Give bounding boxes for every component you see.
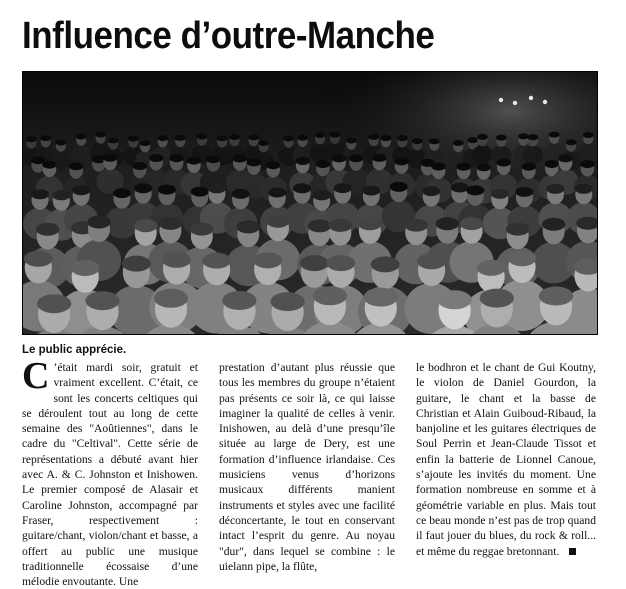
person-hair — [24, 251, 53, 267]
person-hair — [583, 132, 594, 138]
person-hair — [283, 135, 294, 141]
person-hair — [412, 138, 423, 144]
person-hair — [468, 137, 479, 143]
person-hair — [491, 189, 509, 199]
person-hair — [405, 219, 428, 232]
end-mark-icon — [569, 548, 576, 555]
photo-caption: Le public apprécie. — [22, 344, 127, 356]
person-hair — [71, 260, 100, 276]
person-hair — [358, 217, 381, 230]
person-hair — [368, 134, 379, 140]
person-hair — [545, 160, 559, 168]
person-hair — [329, 219, 352, 232]
person-hair — [451, 183, 469, 193]
person-hair — [296, 157, 310, 165]
person-hair — [436, 217, 459, 230]
person-hair — [229, 134, 240, 140]
person-hair — [158, 185, 176, 195]
person-hair — [268, 188, 286, 198]
person-hair — [128, 136, 139, 142]
stage-light — [543, 100, 547, 104]
person-hair — [313, 190, 331, 200]
person-hair — [417, 253, 446, 269]
person-hair — [332, 154, 346, 162]
person-hair — [518, 133, 529, 139]
person-hair — [140, 140, 151, 146]
person-hair — [149, 154, 163, 162]
article-column-1 — [22, 355, 198, 589]
column-1-text: ’était mardi soir, gratuit et vraiment excellent. C’était, ce sont les concerts celtiques qui se déroulent tout au long de cette semaine des "Aoûtiennes", dans le cadre du "Celtival". Cette série de représentations a débuté avant hier avec A. & C. Johnston et Inishowen. Le premier composé de Alasair et Caroline Johnston, accompagné par Fraser, respectivement : guitare/chant, violon/chant et basse, a offert au public une musique traditionnelle écossaise d’une mélodie envoutante. Une — [22, 361, 198, 589]
person-hair — [187, 157, 201, 165]
person-hair — [56, 140, 67, 146]
person-hair — [248, 134, 259, 140]
person-hair — [233, 155, 247, 163]
person-hair — [87, 216, 110, 229]
person-hair — [429, 138, 440, 144]
person-hair — [253, 252, 282, 268]
person-hair — [315, 132, 326, 138]
person-hair — [293, 183, 311, 193]
person-hair — [37, 294, 71, 313]
stage-light — [499, 98, 503, 102]
article-headline: Influence d’outre-Manche — [22, 15, 435, 57]
person-hair — [497, 159, 511, 167]
person-hair — [237, 220, 260, 233]
person-hair — [431, 163, 445, 171]
person-hair — [26, 136, 37, 142]
person-hair — [95, 132, 106, 138]
person-hair — [371, 256, 400, 272]
drop-cap: C — [22, 355, 50, 397]
person-hair — [85, 291, 119, 310]
person-hair — [36, 223, 59, 236]
article-column-2 — [219, 360, 395, 574]
person-hair — [549, 132, 560, 138]
person-hair — [113, 188, 131, 198]
person-hair — [134, 183, 152, 193]
person-hair — [134, 219, 157, 232]
person-hair — [266, 161, 280, 169]
person-hair — [52, 190, 70, 200]
person-hair — [72, 185, 90, 195]
person-hair — [528, 134, 539, 140]
person-hair — [222, 291, 256, 310]
person-hair — [422, 186, 440, 196]
person-hair — [162, 252, 191, 268]
person-hair — [175, 135, 186, 141]
person-hair — [539, 287, 573, 306]
person-hair — [271, 292, 305, 311]
person-body — [523, 145, 543, 164]
person-hair — [508, 250, 537, 266]
person-hair — [453, 140, 464, 146]
person-hair — [266, 215, 289, 228]
person-hair — [208, 183, 226, 193]
person-hair — [297, 135, 308, 141]
person-hair — [108, 137, 119, 143]
person-hair — [103, 154, 117, 162]
person-hair — [546, 184, 564, 194]
person-hair — [522, 163, 536, 171]
person-hair — [329, 132, 340, 138]
person-hair — [466, 185, 484, 195]
person-hair — [397, 135, 408, 141]
person-body — [472, 145, 492, 164]
person-hair — [558, 154, 572, 162]
person-hair — [390, 182, 408, 192]
person-hair — [334, 183, 352, 193]
person-hair — [460, 217, 483, 230]
person-hair — [122, 256, 151, 272]
person-hair — [362, 186, 380, 196]
person-hair — [300, 255, 329, 271]
person-hair — [133, 162, 147, 170]
column-3-text: le bodhron et le chant de Gui Koutny, le violon de Daniel Gourdon, la guitare, le chant et la basse de Christian et Alain Guiboud-Ribaud, la banjoline et les guitares électriques de Soul Perrin et Jean-Claude Tissot et enfin la batterie de Lionnel Canoue, s’ajoute les invités du moment. Une formation nombreuse en somme et à géométrie variable en plus. Mais tout ce beau monde n’est pas de trop quand il faut jouer du blues, du rock & roll... et même du reggae bretonnant. — [416, 361, 596, 558]
article-column-3 — [416, 360, 596, 559]
person-hair — [506, 223, 529, 236]
person-hair — [394, 157, 408, 165]
person-hair — [191, 187, 209, 197]
person-hair — [40, 135, 51, 141]
person-hair — [202, 253, 231, 269]
person-hair — [308, 219, 331, 232]
person-hair — [457, 163, 471, 171]
person-hair — [477, 163, 491, 171]
stage-light — [513, 101, 517, 105]
person-hair — [480, 289, 514, 308]
person-hair — [364, 288, 398, 307]
person-hair — [313, 286, 347, 305]
person-hair — [580, 160, 594, 168]
person-hair — [197, 134, 208, 140]
person-hair — [258, 140, 269, 146]
person-hair — [438, 290, 472, 309]
person-hair — [496, 135, 507, 141]
person-hair — [217, 135, 228, 141]
person-hair — [477, 260, 506, 276]
person-hair — [69, 162, 83, 170]
person-hair — [206, 155, 220, 163]
person-hair — [31, 189, 49, 199]
person-hair — [349, 154, 363, 162]
person-hair — [477, 134, 488, 140]
person-hair — [566, 139, 577, 145]
person-hair — [515, 187, 533, 197]
person-hair — [169, 154, 183, 162]
person-body — [71, 145, 91, 164]
person-hair — [42, 161, 56, 169]
person-hair — [372, 154, 386, 162]
person-hair — [381, 135, 392, 141]
person-hair — [159, 217, 182, 230]
person-hair — [346, 138, 357, 144]
person-hair — [575, 184, 593, 194]
person-hair — [327, 255, 356, 271]
person-hair — [190, 223, 213, 236]
person-hair — [76, 134, 87, 140]
person-hair — [232, 189, 250, 199]
person-hair — [316, 160, 330, 168]
stage-light — [529, 96, 533, 100]
person-hair — [542, 218, 565, 231]
person-hair — [154, 289, 188, 308]
column-2-text: prestation d’autant plus réussie que tous les membres du groupe n’étaient pas présents ce soir là, ce qui laisse imaginer la qualité de celles à venir. Inishowen, au delà d’une presqu’île située au large de Dery, est une formation d’influence irlandaise. Ces musiciens venus d’horizons musicaux différents manient instruments et styles avec une facilité déconcertante, le tout en conservant intact l’esprit du genre. Au noyau "dur", dans lequel se combine : le uielann pipe, la flûte, — [219, 361, 395, 573]
person-hair — [247, 158, 261, 166]
person-hair — [157, 135, 168, 141]
crowd-photo — [22, 71, 598, 335]
